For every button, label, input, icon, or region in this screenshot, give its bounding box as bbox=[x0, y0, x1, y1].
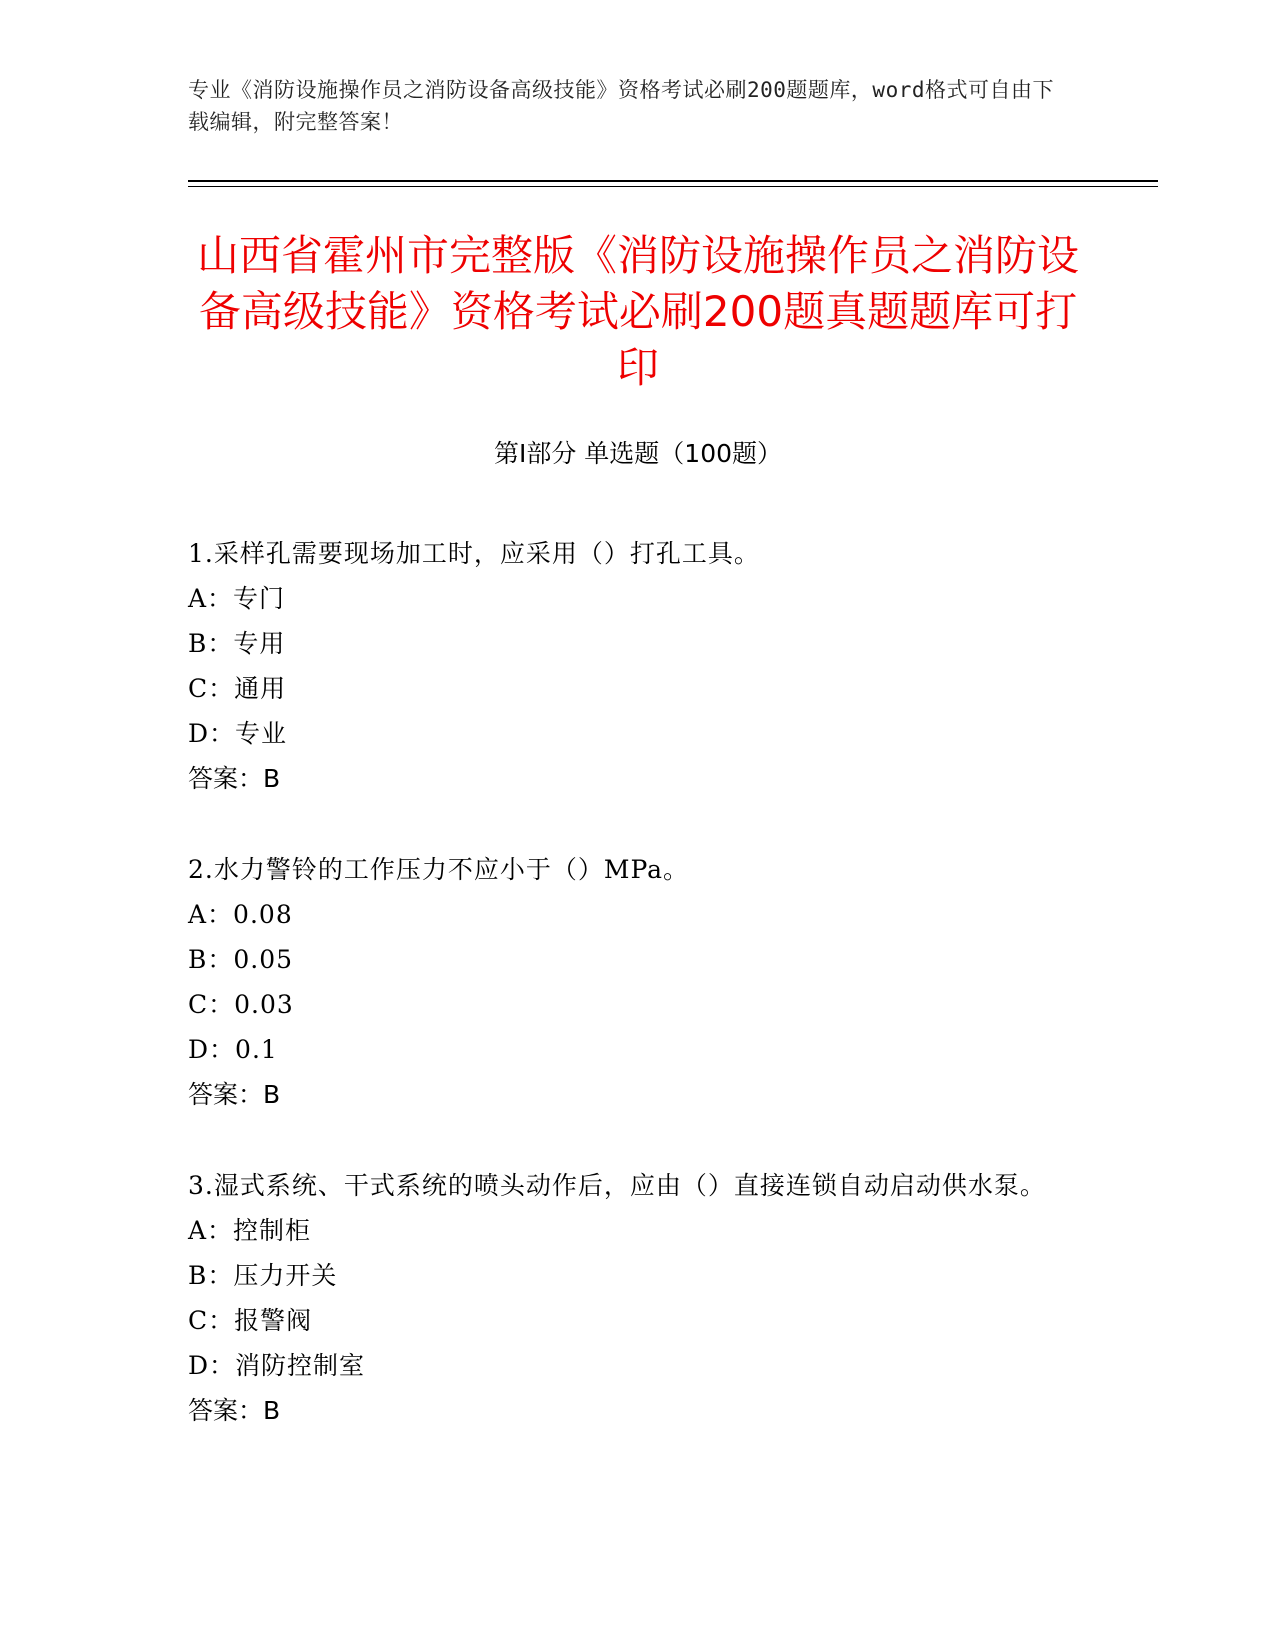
question-1 bbox=[188, 531, 1068, 801]
question-3 bbox=[188, 1163, 1068, 1433]
option-b: B：压力开关 bbox=[188, 1261, 338, 1290]
option-d: D：专业 bbox=[188, 719, 288, 748]
section-heading: 第Ⅰ部分 单选题（100题） bbox=[493, 439, 783, 468]
option-b: B：专用 bbox=[188, 629, 286, 658]
option-b: B：0.05 bbox=[188, 945, 294, 974]
question-stem: 3.湿式系统、干式系统的喷头动作后，应由（）直接连锁自动启动供水泵。 bbox=[188, 1171, 1046, 1200]
option-d: D：0.1 bbox=[188, 1035, 278, 1064]
option-a: A：0.08 bbox=[188, 900, 293, 929]
question-2 bbox=[188, 847, 1068, 1117]
answer: 答案：B bbox=[188, 1080, 281, 1109]
option-a: A：控制柜 bbox=[188, 1216, 312, 1245]
header-rule-thin bbox=[188, 186, 1158, 187]
question-stem: 2.水力警铃的工作压力不应小于（）MPa。 bbox=[188, 855, 690, 884]
question-stem: 1.采样孔需要现场加工时，应采用（）打孔工具。 bbox=[188, 539, 760, 568]
header-rule-thick bbox=[188, 180, 1158, 182]
option-c: C：通用 bbox=[188, 674, 287, 703]
option-a: A：专门 bbox=[188, 584, 286, 613]
question-list bbox=[188, 531, 1068, 1479]
option-c: C：0.03 bbox=[188, 990, 294, 1019]
header-note: 专业《消防设施操作员之消防设备高级技能》资格考试必刷200题题库，word格式可自由下载编辑，附完整答案！ bbox=[188, 78, 1054, 134]
option-c: C：报警阀 bbox=[188, 1306, 313, 1335]
answer: 答案：B bbox=[188, 1396, 281, 1425]
option-d: D：消防控制室 bbox=[188, 1351, 366, 1380]
document-title: 山西省霍州市完整版《消防设施操作员之消防设备高级技能》资格考试必刷200题真题题库可打印 bbox=[196, 231, 1079, 392]
answer: 答案：B bbox=[188, 764, 281, 793]
